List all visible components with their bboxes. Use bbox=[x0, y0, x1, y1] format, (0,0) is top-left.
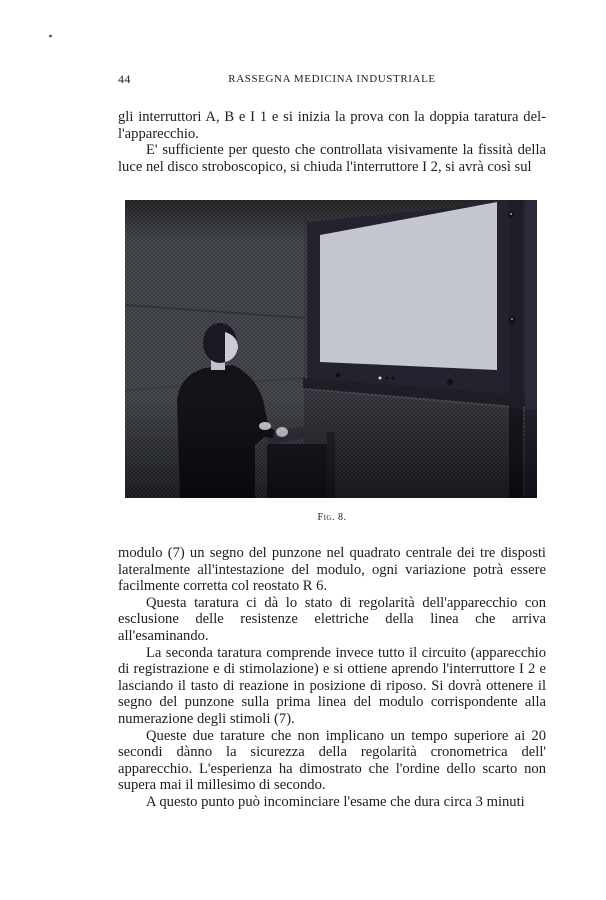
text-after-figure bbox=[118, 545, 546, 811]
running-header bbox=[118, 72, 546, 88]
paragraph: Questa taratura ci dà lo stato di regolarità dell'apparecchio con esclusione delle resistenze elettriche della linea che arriva all'esaminando. bbox=[118, 594, 546, 644]
paragraph: E' sufficiente per questo che controllata visivamente la fissità della luce nel disco stroboscopico, si chiuda l'interruttore I 2, si avrà così sul bbox=[118, 142, 546, 175]
scan-speck bbox=[49, 34, 53, 37]
paragraph: gli interruttori A, B e I 1 e si inizia la prova con la doppia taratura del-l'apparecchio. bbox=[118, 109, 546, 142]
page-number: 44 bbox=[118, 72, 131, 86]
paragraph: A questo punto può incominciare l'esame che dura circa 3 minuti bbox=[146, 793, 525, 810]
paragraph: modulo (7) un segno del punzone nel quadrato centrale dei tre disposti lateralmente all'intestazione del modulo, ogni variazione potrà essere facilmente corretta col reostato R 6. bbox=[118, 545, 546, 595]
figure-caption: Fig. 8. bbox=[317, 512, 347, 523]
paragraph: Queste due tarature che non implicano un tempo superiore ai 20 secondi dànno la sicurezza della regolarità cronometrica dell' apparecchio. L'esperienza ha dimostrato che l'ordine dello scarto non supera mai il millesimo di secondo. bbox=[118, 727, 546, 794]
paragraph: La seconda taratura comprende invece tutto il circuito (apparecchio di registrazione e di stimolazione) e si ottiene aprendo l'interruttore I 2 e lasciando il tasto di reazione in posizione di riposo. Si dovrà ottenere il segno del punzone sulla prima linea del modulo corrispondente alla numerazione degli stimoli (7). bbox=[118, 644, 546, 727]
figure-photograph bbox=[125, 200, 537, 498]
photo-illustration bbox=[125, 200, 537, 498]
journal-title: RASSEGNA MEDICINA INDUSTRIALE bbox=[228, 73, 436, 85]
text-before-figure bbox=[118, 109, 546, 175]
